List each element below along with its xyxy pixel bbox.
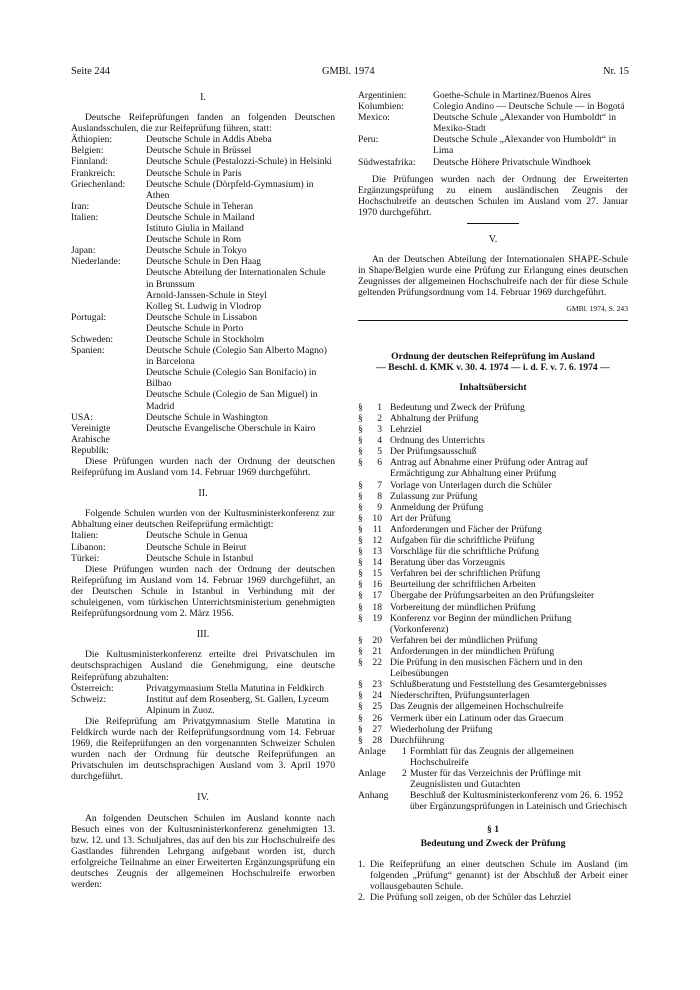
list-item-key: Vereinigte Arabische Republik: [71,422,111,456]
paragraph-1-title: Bedeutung und Zweck der Prüfung [420,838,566,850]
list-item-key: Spanien: [71,345,105,357]
toc-entry [358,613,628,635]
list-item [71,345,335,367]
section-V-text: An der Deutschen Abteilung der Internationalen SHAPE-Schule in Shape/Belgien wurde eine Prüfung zur Erlangung eines deutschen Zeugnisses der allgemeinen Hochschulreife nach der für diese Schule geltenden Prüfungsordnung vom 14. Februar 1969 durchgeführt. [358,254,628,299]
toc-entry [358,402,628,413]
item-text: Die Prüfung soll zeigen, ob der Schüler das Lehrziel [370,891,572,903]
toc-number: 7 [377,479,382,491]
toc-entry [358,690,628,701]
toc-number: 19 [372,612,382,624]
list-item-value: Istituto Giulia in Mailand [146,223,244,235]
toc-title: Konferenz vor Beginn der mündlichen Prüfung (Vorkonferenz) [390,612,572,635]
toc-entry [358,713,628,724]
list-item-value: Deutsche Schule in Beirut [146,541,247,553]
section-II-outro: Diese Prüfungen wurden nach der Ordnung der deutschen Reifeprüfung im Ausland vom 14. Februar 1969 durchgeführt, an der Deutschen Schule in Istanbul in Verbindung mit der schuleigenen, vom türkischen Unterrichtsministerium genehmigten Reifeprüfungsordnung vom 2. März 1956. [71,563,335,620]
section-sign: § [358,523,363,535]
list-item-value: Deutsche Schule in Paris [146,167,242,179]
list-item-value: Deutsche Evangelische Oberschule in Kairo [146,422,316,434]
toc-entry [358,735,628,746]
list-item-key [71,290,146,301]
list-item-value: Privatgymnasium Stella Matutina in Feldkirch [146,682,324,694]
section-sign: § [358,401,363,413]
list-item-value: Deutsche Schule in Teheran [146,200,254,212]
list-item-key: Südwestafrika: [358,156,416,168]
toc-number: 26 [372,712,382,724]
toc-title: Das Zeugnis der allgemeinen Hochschulreife [390,701,564,713]
list-item-key: Italien: [71,211,99,223]
list-item [71,389,335,411]
toc-entry [358,602,628,613]
right-column [358,90,628,903]
toc-title: Schlußberatung und Feststellung des Gesamtergebnisses [390,679,607,691]
list-item-key: Schweden: [71,333,114,345]
toc-number: 12 [372,535,382,546]
toc-entry [358,535,628,546]
list-item-value: Deutsche Schule (Dörpfeld-Gymnasium) in Athen [146,178,314,201]
annex-list [358,746,628,813]
list-item-value: Deutsche Schule in Den Haag [146,256,262,268]
list-item-key [71,234,146,245]
page-number: Seite 244 [71,66,110,77]
toc-entry [358,724,628,735]
section-sign: § [358,712,363,724]
list-item-key [71,301,146,312]
toc-entry [358,457,628,479]
annex-number [402,790,410,812]
list-item-key [71,223,146,234]
list-item-value: Colegio Andino — Deutsche Schule — in Bogotá [433,101,625,113]
list-item [71,290,335,301]
list-item-value: Deutsche Schule (Pestalozzi-Schule) in Helsinki [146,156,332,168]
list-item [71,412,335,423]
section-sign: § [358,601,363,613]
toc-title: Art der Prüfung [390,512,451,524]
annex-title: Beschluß der Kultusministerkonferenz vom 26. 6. 1952 über Ergänzungsprüfungen in Lateinisch und Griechisch [410,790,627,813]
list-item [358,112,628,134]
toc-number: 28 [372,734,382,746]
toc-number: 23 [372,679,382,691]
toc-number: 6 [377,457,382,469]
list-item-key: Belgien: [71,145,104,157]
toc-number: 2 [377,412,382,424]
list-item-key [71,389,146,411]
toc-number: 5 [377,446,382,458]
toc-title: Niederschriften, Prüfungsunterlagen [390,690,530,702]
list-item-value: Deutsche Schule in Porto [146,322,244,334]
toc-entry [358,524,628,535]
section-sign: § [358,424,363,436]
section-III-intro: Die Kultusministerkonferenz erteilte drei Privatschulen im deutschsprachigen Ausland die Genehmigung, eine deutsche Reifeprüfung abzuhalten: [71,649,335,683]
list-item-key: Österreich: [71,682,114,694]
list-item-key: Niederlande: [71,256,121,268]
item-number: 1. [358,858,366,870]
section-heading-IV: IV. [197,792,209,804]
section-sign: § [358,457,363,469]
toc-entry [358,657,628,679]
toc-title: Vorlage von Unterlagen durch die Schüler [390,479,552,491]
section-sign: § [358,579,363,591]
list-item [71,256,335,267]
list-item-value: Goethe-Schule in Martinez/Buenos Aires [433,90,591,101]
toc-title: Bedeutung und Zweck der Prüfung [390,401,525,413]
section-heading-II: II. [198,488,208,500]
list-item-value: Deutsche Schule „Alexander von Humboldt“ in Mexiko-Stadt [433,112,617,135]
list-item [71,312,335,323]
annex-title: Formblatt für das Zeugnis der allgemeinen Hochschulreife [410,745,574,768]
section-sign: § [358,612,363,624]
paragraph-1-number: § 1 [487,824,499,836]
list-item-value: Deutsche Schule in Genua [146,530,248,542]
toc-entry [358,635,628,646]
list-item [71,694,335,716]
section-sign: § [358,501,363,513]
toc-number: 4 [377,435,382,447]
list-item-key: Italien: [71,530,99,542]
section-sign: § [358,645,363,657]
list-item-value: Deutsche Schule in Stockholm [146,333,265,345]
toc-title: Beratung über das Vorzeugnis [390,557,506,569]
source-reference: GMBl. 1974, S. 243 [566,303,628,313]
list-item-key: Frankreich: [71,167,116,179]
toc-title: Anmeldung der Prüfung [390,501,484,513]
section-sign: § [358,679,363,691]
section-sign: § [358,435,363,447]
toc-entry [358,557,628,568]
toc-title: Abhaltung der Prüfung [390,412,479,424]
section-III-outro: Die Reifeprüfung am Privatgymnasium Stelle Matutina in Feldkirch wurde nach der Reifeprüfungsordnung vom 14. Februar 1969, die Reifeprüfungen an den vorgenannten Schweizer Schulen wurden nach der Ordnung für deutsche Reifeprüfungen an Privatschulen im deutschsprachigen Ausland vom 3. April 1970 durchgeführt. [71,715,335,783]
list-item [71,223,335,234]
list-item-value: Deutsche Schule in Tokyo [146,245,247,257]
section-sign: § [358,701,363,713]
list-item-value: Deutsche Schule in Lissabon [146,311,258,323]
toc-number: 3 [377,424,382,436]
toc-entry [358,491,628,502]
list-item-key: Mexico: [358,112,390,124]
toc-number: 20 [372,634,382,646]
toc-title: Verfahren bei der mündlichen Prüfung [390,634,538,646]
list-item-value: Deutsche Schule in Rom [146,234,242,246]
toc-entry [358,446,628,457]
annex-number: 2 [402,767,407,779]
section-heading-I: I. [200,92,206,103]
section-I-outro: Diese Prüfungen wurden nach der Ordnung der deutschen Reifeprüfung im Ausland vom 14. Februar 1969 durchgeführt. [71,456,335,479]
list-item [71,201,335,212]
toc-title: Beurteilung der schriftlichen Arbeiten [390,579,536,591]
toc-number: 1 [377,401,382,413]
list-item-value: Deutsche Schule in Mailand [146,211,255,223]
toc-title: Vorbereitung der mündlichen Prüfung [390,601,536,613]
toc-entry [358,513,628,524]
toc-title: Vermerk über ein Latinum oder das Graecum [390,712,564,724]
list-item [71,323,335,334]
toc-entry [358,502,628,513]
item-number: 2. [358,891,366,903]
toc-entry [358,679,628,690]
toc-title: Der Prüfungsausschuß [390,446,477,458]
list-item-key: Finnland: [71,156,108,168]
annex-number: 1 [402,745,407,757]
section-sign: § [358,734,363,746]
toc-number: 25 [372,701,382,713]
list-item [358,101,628,112]
list-item-value: Deutsche Schule „Alexander von Humboldt“ in Lima [433,134,617,157]
list-item [71,134,335,145]
section-divider [358,320,628,321]
toc-number: 10 [372,512,382,524]
section-I-intro: Deutsche Reifeprüfungen fanden an folgenden Deutschen Auslandsschulen, die zur Reifeprüfung führen, statt: [71,112,335,135]
list-item [358,157,628,168]
list-item-key: Äthiopien: [71,134,113,146]
toc-entry [358,435,628,446]
list-item-key: Libanon: [71,541,106,553]
list-item-key: Griechenland: [71,178,126,190]
list-item-value: Deutsche Schule (Colegio San Alberto Magno) in Barcelona [146,345,327,368]
list-item [71,530,335,541]
toc-title: Durchführung [390,734,445,746]
list-item [71,683,335,694]
toc-entry [358,579,628,590]
list-item [358,90,628,101]
section-IV-outro: Die Prüfungen wurden nach der Ordnung der Erweiterten Ergänzungsprüfung zu einem ausländischen Zeugnis der Hochschulreife an deutschen Schulen im Ausland vom 27. Januar 1970 durchgeführt. [358,173,628,218]
toc-title: Übergabe der Prüfungsarbeiten an den Prüfungsleiter [390,590,595,602]
list-item-value: Kolleg St. Ludwig in Vlodrop [146,300,262,312]
list-item-key: Schweiz: [71,693,107,705]
toc-number: 27 [372,723,382,735]
toc-title: Verfahren bei der schriftlichen Prüfung [390,568,541,580]
section-sign: § [358,490,363,502]
toc-entry [358,568,628,579]
document-subtitle: — Beschl. d. KMK v. 30. 4. 1974 — i. d. F. v. 7. 6. 1974 — [376,361,610,373]
list-item [71,267,335,289]
annex-entry [358,768,628,790]
toc-number: 21 [372,645,382,657]
section-sign: § [358,479,363,491]
toc-number: 11 [372,523,382,535]
toc-title: Die Prüfung in den musischen Fächern und in den Leibesübungen [390,657,583,680]
annex-entry [358,746,628,768]
list-item [71,553,335,564]
list-item-value: Deutsche Schule (Colegio de San Miguel) in Madrid [146,389,318,412]
list-item [71,145,335,156]
toc-title: Antrag auf Abnahme einer Prüfung oder Antrag auf Ermächtigung zur Abhaltung einer Prüfung [390,457,588,480]
section-II-intro: Folgende Schulen wurden von der Kultusministerkonferenz zur Abhaltung einer deutschen Reifeprüfung ermächtigt: [71,508,335,531]
list-item-value: Arnold-Janssen-Schule in Steyl [146,289,267,301]
list-item [358,134,628,156]
list-item [71,334,335,345]
toc-number: 18 [372,601,382,613]
toc-title: Anforderungen und Fächer der Prüfung [390,523,542,535]
list-item-key: Portugal: [71,311,107,323]
toc-entry [358,590,628,601]
toc-entry [358,413,628,424]
section-sign: § [358,557,363,569]
toc-title: Zulassung zur Prüfung [390,490,478,502]
list-item [71,367,335,389]
list-item-value: Deutsche Abteilung der Internationalen Schule in Brunssum [146,267,326,290]
list-item-value: Institut auf dem Rosenberg, St. Gallen, Lyceum Alpinum in Zuoz. [146,693,329,716]
numbered-item [358,859,628,892]
section-sign: § [358,657,363,669]
section-II-list [71,530,335,563]
toc-title: Aufgaben für die schriftliche Prüfung [390,535,535,546]
list-item [71,212,335,223]
toc-number: 9 [377,501,382,513]
toc-entry [358,424,628,435]
section-sign: § [358,535,363,546]
section-sign: § [358,590,363,602]
issue-number: Nr. 15 [603,66,629,77]
left-column [71,90,335,890]
list-item [71,234,335,245]
list-item-key [71,367,146,389]
annex-title: Muster für das Verzeichnis der Prüflinge mit Zeugnislisten und Gutachten [410,767,581,791]
list-item-key [71,323,146,334]
toc-number: 15 [372,568,382,580]
document-title: Ordnung der deutschen Reifeprüfung im Ausland [391,350,595,362]
annex-label: Anlage [358,745,386,757]
section-III-list [71,683,335,716]
annex-label: Anhang [358,790,389,802]
toc-entry [358,701,628,712]
section-heading-III: III. [196,629,210,641]
toc-title: Anforderungen in der mündlichen Prüfung [390,645,555,657]
section-sign: § [358,690,363,702]
list-item [71,542,335,553]
table-of-contents [358,402,628,746]
section-heading-V: V. [488,234,498,246]
list-item [71,301,335,312]
list-item [71,156,335,167]
list-item-key: Argentinien: [358,90,407,101]
list-item-key: Türkei: [71,552,100,564]
section-sign: § [358,546,363,558]
list-item-value: Deutsche Schule in Washington [146,411,268,423]
toc-title: Wiederholung der Prüfung [390,723,493,735]
list-item-key: Kolumbien: [358,101,404,113]
list-item-key: USA: [71,411,93,423]
toc-heading: Inhaltsübersicht [459,381,527,393]
list-item-key: Peru: [358,134,379,146]
toc-title: Ordnung des Unterrichts [390,435,485,447]
toc-title: Vorschläge für die schriftliche Prüfung [390,546,540,558]
toc-entry [358,546,628,557]
list-item [71,168,335,179]
toc-number: 13 [372,546,382,558]
section-sign: § [358,634,363,646]
section-I-list [71,134,335,456]
list-item-key: Japan: [71,245,96,257]
list-item [71,245,335,256]
journal-issue: GMBl. 1974 [322,66,375,77]
section-sign: § [358,446,363,458]
list-item-key [71,267,146,289]
toc-number: 14 [372,557,382,569]
section-IV-list [358,90,628,168]
item-text: Die Reifeprüfung an einer deutschen Schule im Ausland (im folgenden „Prüfung“ genannt) ist der Abschluß der Arbeit einer vollausgebauten Schule. [370,858,628,892]
toc-entry [358,480,628,491]
toc-number: 17 [372,590,382,602]
list-item-value: Deutsche Höhere Privatschule Windhoek [433,156,591,168]
toc-number: 8 [377,490,382,502]
section-sign: § [358,723,363,735]
divider [467,223,519,224]
section-sign: § [358,512,363,524]
section-sign: § [358,568,363,580]
list-item [71,179,335,201]
section-IV-text: An folgenden Deutschen Schulen im Ausland konnte nach Besuch eines von der Kultusministerkonferenz genehmigten 13. bzw. 12. und 13. Schuljahres, das auf den bis zur Hochschulreife des Gastlandes führenden Lehrgang aufgebaut worden ist, durch erfolgreiche Teilnahme an einer Erweiterten Ergänzungsprüfung ein deutsches Zeugnis der allgemeinen Hochschulreife erworben werden: [71,812,335,891]
list-item-key: Iran: [71,200,90,212]
toc-title: Lehrziel [390,424,422,436]
toc-number: 16 [372,579,382,591]
toc-number: 22 [372,657,382,669]
toc-number: 24 [372,690,382,702]
numbered-item [358,892,628,903]
list-item-value: Deutsche Schule in Addis Abeba [146,134,272,146]
section-sign: § [358,412,363,424]
annex-entry [358,790,628,812]
paragraph-1-items [358,859,628,903]
list-item [71,423,335,456]
list-item-value: Deutsche Schule in Istanbul [146,552,254,564]
list-item-value: Deutsche Schule (Colegio San Bonifacio) in Bilbao [146,367,317,390]
list-item-value: Deutsche Schule in Brüssel [146,145,252,157]
annex-label: Anlage [358,767,386,779]
toc-entry [358,646,628,657]
